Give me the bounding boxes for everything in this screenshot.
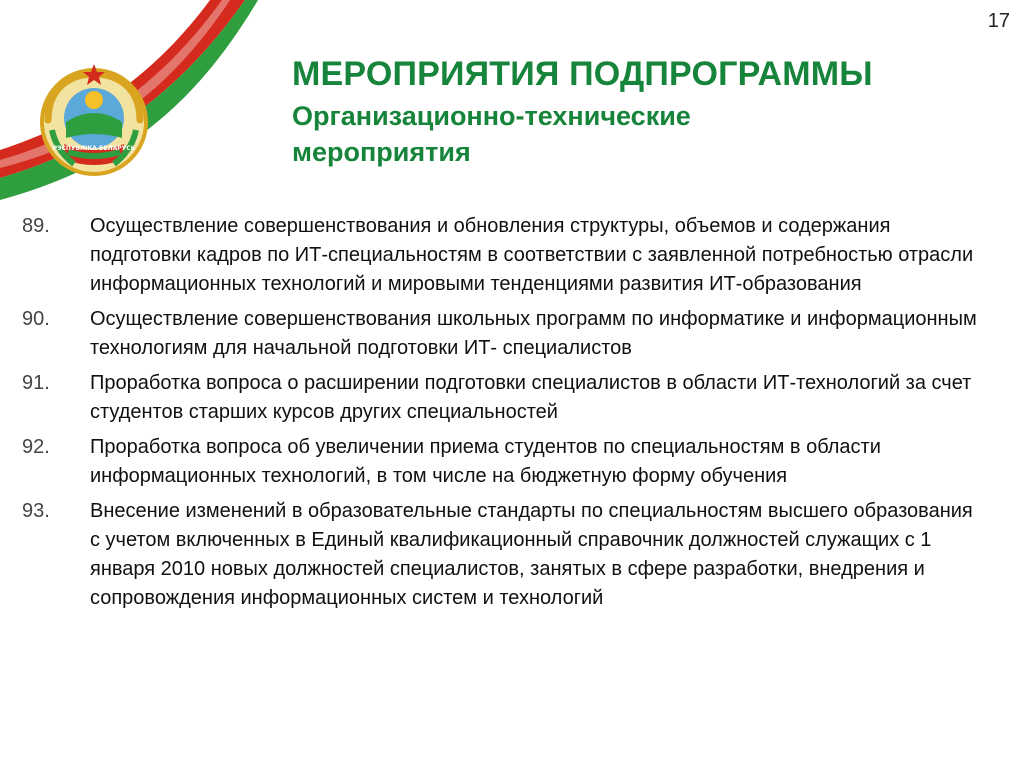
list-item xyxy=(22,369,982,427)
emblem-ribbon-text: РЭСПУБЛІКА БЕЛАРУСЬ xyxy=(52,145,136,152)
list-item xyxy=(22,305,982,363)
item-text: Осуществление совершенствования и обновления структуры, объемов и содержания подготовки кадров по ИТ-специальностям в соответствии с заявленной потребностью отрасли информационных технологий и мировыми тенденциями развития ИТ-образования xyxy=(90,215,974,295)
item-text: Осуществление совершенствования школьных программ по информатике и информационным технологиям для начальной подготовки ИТ- специалистов xyxy=(90,308,977,359)
slide-subtitle: Организационно-технические мероприятия xyxy=(292,101,691,167)
item-number: 89. xyxy=(22,215,50,237)
title-block xyxy=(292,52,992,170)
item-text: Проработка вопроса о расширении подготовки специалистов в области ИТ-технологий за счет студентов старших курсов других специальностей xyxy=(90,372,972,423)
item-text: Проработка вопроса об увеличении приема студентов по специальностям в области информационных технологий, в том числе на бюджетную форму обучения xyxy=(90,436,881,487)
item-number: 93. xyxy=(22,500,50,522)
item-text: Внесение изменений в образовательные стандарты по специальностям высшего образования с учетом включенных в Единый квалификационный справочник должностей служащих с 1 января 2010 новых должностей специалистов, занятых в сфере разработки, внедрения и сопровождения информационных систем и технологий xyxy=(90,500,973,609)
measures-list xyxy=(22,212,982,619)
slide-title: МЕРОПРИЯТИЯ ПОДПРОГРАММЫ xyxy=(292,55,873,93)
list-item xyxy=(22,212,982,299)
list-item xyxy=(22,433,982,491)
item-number: 91. xyxy=(22,372,50,394)
page-number: 17 xyxy=(987,10,1010,32)
list-item xyxy=(22,497,982,613)
item-number: 90. xyxy=(22,308,50,330)
belarus-coat-of-arms-icon xyxy=(34,60,154,180)
item-number: 92. xyxy=(22,436,50,458)
